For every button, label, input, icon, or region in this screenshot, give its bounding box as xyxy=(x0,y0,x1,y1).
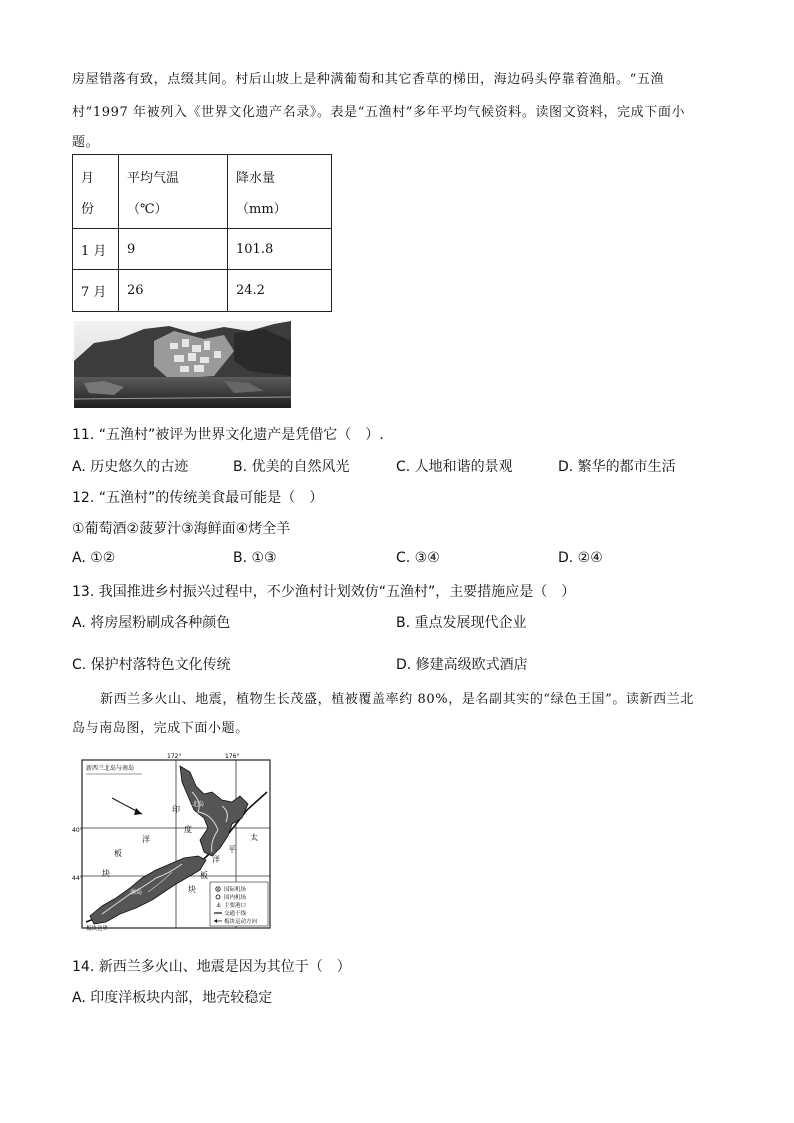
q11-option-d[interactable]: D. 繁华的都市生活 xyxy=(558,459,676,475)
header-temp-line1: 平均气温 xyxy=(127,170,180,186)
legend-item: 国际机场 xyxy=(224,887,247,893)
ocean-char: 块 xyxy=(188,885,196,894)
intro-line-1: 房屋错落有致，点缀其间。村后山坡上是种满葡萄和其它香草的梯田，海边码头停靠着渔船。“五渔 xyxy=(72,72,665,87)
table-row xyxy=(73,270,332,312)
cell-month: 1 月 xyxy=(73,229,119,270)
q11-stem: 11. “五渔村”被评为世界文化遗产是凭借它（ ）. xyxy=(72,427,384,443)
header-precip-line1: 降水量 xyxy=(236,170,276,186)
intro-line-2: 村”1997 年被列入《世界文化遗产名录》。表是“五渔村”多年平均气候资料。读图文资料，完成下面小 xyxy=(72,105,686,120)
q12-items: ①葡萄酒②菠萝汁③海鲜面④烤全羊 xyxy=(72,521,291,537)
q12-option-a[interactable]: A. ①② xyxy=(72,550,116,566)
intro-line-3: 题。 xyxy=(72,135,100,150)
ocean-char: 洋 xyxy=(142,835,150,844)
lon-label: 176° xyxy=(225,753,240,760)
q11-option-c[interactable]: C. 人地和谐的景观 xyxy=(396,459,513,475)
inset-title: 新西兰北岛与南岛 xyxy=(86,765,135,772)
q13-stem: 13. 我国推进乡村振兴过程中，不少渔村计划效仿“五渔村”，主要措施应是（ ） xyxy=(72,584,576,600)
lon-label: 172° xyxy=(167,753,182,760)
new-zealand-map xyxy=(72,752,274,932)
header-month-line1: 月 xyxy=(81,170,95,186)
q13-option-a[interactable]: A. 将房屋粉刷成各种颜色 xyxy=(72,615,231,631)
map-legend xyxy=(210,882,268,926)
q12-option-b[interactable]: B. ①③ xyxy=(233,550,277,566)
climate-table xyxy=(72,154,332,312)
lat-label: 44° xyxy=(72,875,83,882)
q12-option-d[interactable]: D. ②④ xyxy=(558,550,603,566)
cell-precip: 101.8 xyxy=(228,229,332,270)
plate-boundary-label: 板块边界 xyxy=(86,926,109,932)
q13-option-b[interactable]: B. 重点发展现代企业 xyxy=(396,615,527,631)
legend-item: 交通干线 xyxy=(224,911,247,917)
ocean-char: 板 xyxy=(200,871,208,880)
q12-option-c[interactable]: C. ③④ xyxy=(396,550,440,566)
header-month xyxy=(73,155,119,229)
ocean-char: 太 xyxy=(250,833,258,842)
header-month-line2: 份 xyxy=(81,201,95,217)
north-island-label: 北岛 xyxy=(192,801,205,808)
nz-intro-line-2: 岛与南岛图，完成下面小题。 xyxy=(72,721,249,736)
legend-item: 主要港口 xyxy=(224,903,247,909)
q11-option-a[interactable]: A. 历史悠久的古迹 xyxy=(72,459,189,475)
cell-month: 7 月 xyxy=(73,270,119,312)
cell-temp: 9 xyxy=(119,229,228,270)
ocean-char: 板 xyxy=(114,849,122,858)
cell-precip: 24.2 xyxy=(228,270,332,312)
legend-item: 板块运动方向 xyxy=(224,919,258,925)
legend-item: 国内机场 xyxy=(224,895,247,901)
cell-temp: 26 xyxy=(119,270,228,312)
q13-option-c[interactable]: C. 保护村落特色文化传统 xyxy=(72,657,231,673)
q14-option-a[interactable]: A. 印度洋板块内部，地壳较稳定 xyxy=(72,990,273,1006)
nz-intro-line-1: 新西兰多火山、地震，植物生长茂盛，植被覆盖率约 80%，是名副其实的“绿色王国”。读新西兰北 xyxy=(100,692,694,707)
header-temp-line2: （℃） xyxy=(127,201,168,217)
header-precip-line2: （mm） xyxy=(236,201,287,217)
ocean-char: 块 xyxy=(102,869,110,878)
lat-label: 40° xyxy=(72,827,83,834)
ocean-char: 印 xyxy=(172,805,180,814)
header-precip xyxy=(228,155,332,229)
q11-option-b[interactable]: B. 优美的自然风光 xyxy=(233,459,350,475)
ocean-char: 平 xyxy=(228,845,236,854)
header-temp xyxy=(119,155,228,229)
q14-stem: 14. 新西兰多火山、地震是因为其位于（ ） xyxy=(72,959,351,975)
cinque-terre-photo xyxy=(74,321,291,408)
q12-stem: 12. “五渔村”的传统美食最可能是（ ） xyxy=(72,490,324,506)
ocean-char: 度 xyxy=(184,825,192,834)
port-icon: ⚓ xyxy=(216,902,222,909)
q13-option-d[interactable]: D. 修建高级欧式酒店 xyxy=(396,657,528,673)
table-row xyxy=(73,229,332,270)
south-island-label: 南岛 xyxy=(130,889,143,896)
ocean-char: 洋 xyxy=(212,855,220,864)
